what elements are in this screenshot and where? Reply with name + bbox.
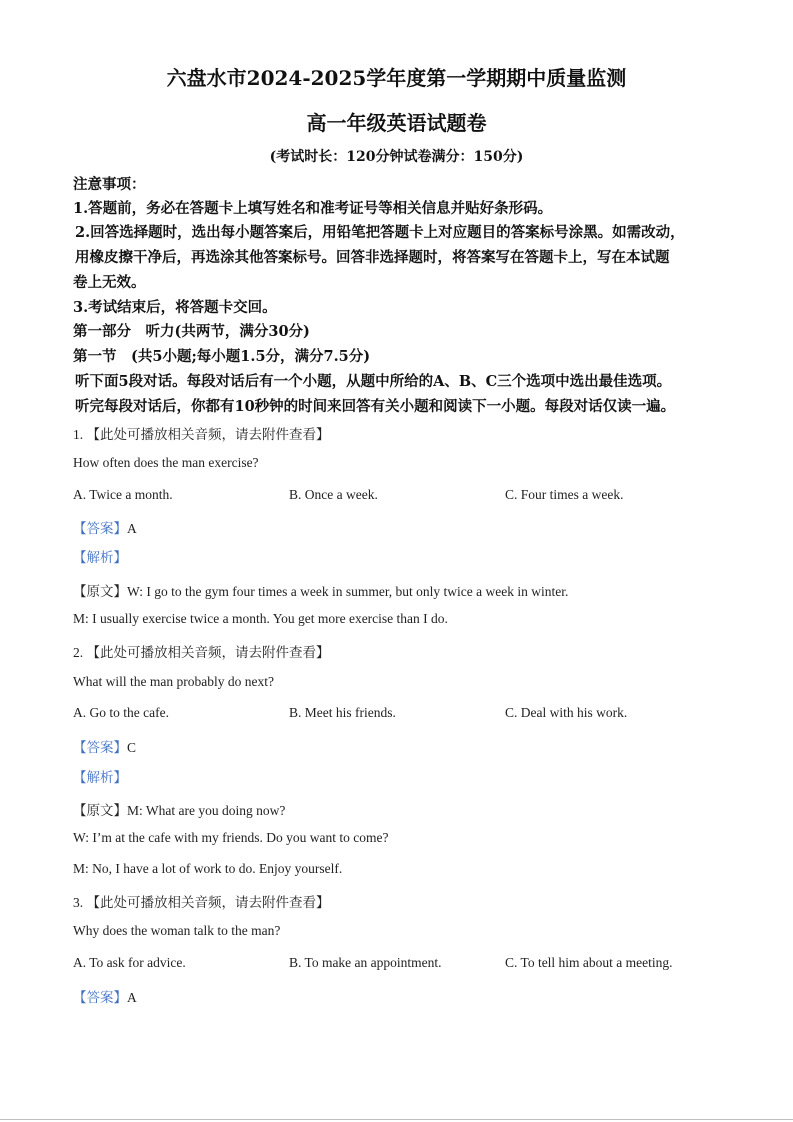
answer-value: A: [127, 990, 137, 1005]
answer-tag: 【答案】: [73, 990, 127, 1005]
transcript-text: W: I go to the gym four times a week in summer, but only twice a week in winter.: [127, 584, 569, 599]
audio-placeholder-3[interactable]: 3. 【此处可播放相关音频，请去附件查看】: [73, 895, 330, 910]
q2-answer: [73, 736, 136, 756]
note-2-line-1: 2.回答选择题时，选出每小题答案后，用铅笔把答题卡上对应题目的答案标号涂黑。如需改动，: [75, 224, 685, 241]
original-tag: 【原文】: [73, 584, 127, 599]
answer-value: A: [127, 521, 137, 536]
q3-option-a: A. To ask for advice.: [73, 955, 186, 970]
q3-answer: [73, 986, 137, 1006]
question-2-text: What will the man probably do next?: [73, 674, 274, 689]
exam-info: (考试时长：120分钟试卷满分：150分): [269, 149, 524, 165]
q3-option-c: C. To tell him about a meeting.: [505, 955, 673, 970]
exam-title: 六盘水市2024-2025学年度第一学期期中质量监测: [166, 66, 627, 90]
answer-tag: 【答案】: [73, 521, 127, 536]
original-tag: 【原文】: [73, 803, 127, 818]
note-2-line-3: 卷上无效。: [73, 274, 146, 291]
note-1: 1.答题前，务必在答题卡上填写姓名和准考证号等相关信息并贴好条形码。: [73, 200, 553, 217]
part-heading: 第一部分 听力(共两节，满分30分): [73, 323, 310, 340]
section-heading: 第一节 (共5小题;每小题1.5分，满分7.5分): [73, 348, 371, 365]
q2-transcript-line-3: M: No, I have a lot of work to do. Enjoy yourself.: [73, 861, 343, 876]
q1-answer: [73, 517, 137, 537]
q1-option-b: B. Once a week.: [289, 487, 378, 502]
instructions-line-1: 听下面5段对话。每段对话后有一个小题，从题中所给的A、B、C三个选项中选出最佳选项。: [75, 373, 672, 390]
transcript-text: M: What are you doing now?: [127, 803, 286, 818]
answer-tag: 【答案】: [73, 740, 127, 755]
note-3: 3.考试结束后，将答题卡交回。: [73, 299, 277, 316]
q3-option-b: B. To make an appointment.: [289, 955, 442, 970]
audio-placeholder-1[interactable]: 1. 【此处可播放相关音频，请去附件查看】: [73, 427, 330, 442]
question-3-text: Why does the woman talk to the man?: [73, 923, 281, 938]
q2-option-a: A. Go to the cafe.: [73, 705, 169, 720]
q2-analysis-tag: 【解析】: [73, 770, 127, 785]
question-1-text: How often does the man exercise?: [73, 455, 259, 470]
q2-option-b: B. Meet his friends.: [289, 705, 396, 720]
note-2-line-2: 用橡皮擦干净后，再选涂其他答案标号。回答非选择题时，将答案写在答题卡上，写在本试题: [75, 249, 670, 266]
page-bottom-divider: [0, 1119, 793, 1120]
q1-analysis-tag: 【解析】: [73, 550, 127, 565]
q1-option-c: C. Four times a week.: [505, 487, 624, 502]
q2-option-c: C. Deal with his work.: [505, 705, 628, 720]
q2-transcript-line-1: [73, 799, 285, 819]
instructions-line-2: 听完每段对话后，你都有10秒钟的时间来回答有关小题和阅读下一小题。每段对话仅读一遍。: [75, 398, 676, 415]
q1-option-a: A. Twice a month.: [73, 487, 173, 502]
audio-placeholder-2[interactable]: 2. 【此处可播放相关音频，请去附件查看】: [73, 645, 330, 660]
answer-value: C: [127, 740, 137, 755]
exam-subtitle: 高一年级英语试题卷: [306, 111, 487, 135]
q1-transcript-line-1: [73, 580, 568, 600]
q1-transcript-line-2: M: I usually exercise twice a month. You get more exercise than I do.: [73, 611, 448, 626]
notes-heading: 注意事项：: [73, 176, 146, 193]
q2-transcript-line-2: W: I’m at the cafe with my friends. Do you want to come?: [73, 830, 389, 845]
